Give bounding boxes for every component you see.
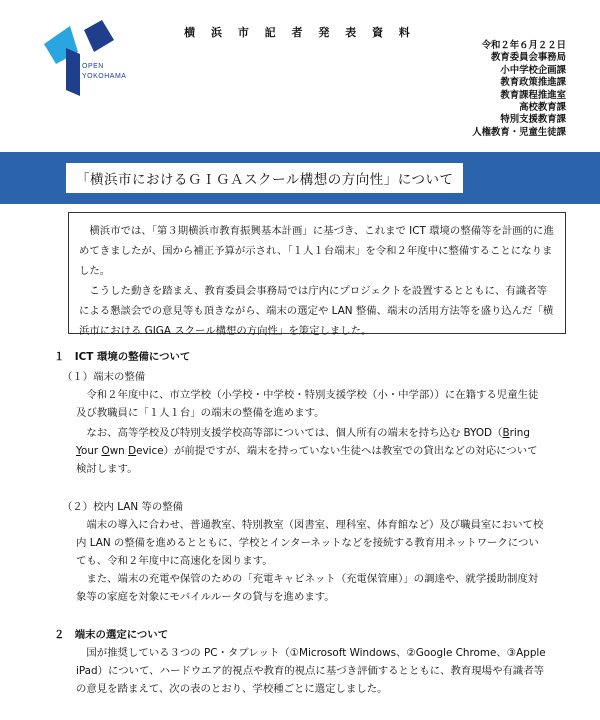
summary-box xyxy=(68,212,566,337)
press-release-title: 横 浜 市 記 者 発 表 資 料 xyxy=(184,26,416,39)
section-1-heading: １ ICT 環境の整備について xyxy=(54,351,191,363)
issuer-info xyxy=(472,40,566,139)
department: 教育課程推進室 xyxy=(500,89,566,101)
logo-text xyxy=(82,62,126,82)
release-date: 令和２年６月２２日 xyxy=(481,40,566,51)
logo-text-line2: YOKOHAMA xyxy=(82,73,127,80)
subsection-2-paragraph-2: また、端末の充電や保管のための「充電キャビネット（充電保管庫）」の調達や、就学援助制度対象等の家庭を対象にモバイルルータの貸与を進めます。 xyxy=(76,573,539,603)
summary-paragraph-1: 横浜市では、「第３期横浜市教育振興基本計画」に基づき、これまで ICT 環境の整備等を計画的に進めてきましたが、国から補正予算が示され、「１人１台端末」を令和２年度中に整備することになりました。 xyxy=(79,225,554,277)
section-2-paragraph-1: 国が推奨している３つの PC・タブレット（①Microsoft Windows、②Google Chrome、③Apple iPad）について、ハードウエア的視点や教育的視点に基づき評価するとともに、教育現場や有識者等の意見を踏まえて、次の表のとおり、学校種ごとに選定しました。 xyxy=(76,647,546,695)
subsection-1-heading: （１）端末の整備 xyxy=(62,371,146,383)
department: 高校教育課 xyxy=(519,102,566,114)
department: 人権教育・児童生徒課 xyxy=(472,126,566,138)
subsection-1-paragraph-1: 令和２年度中に、市立学校（小学校・中学校・特別支援学校（小・中学部））に在籍する児童生徒及び教職員に「１人１台」の端末の整備を進めます。 xyxy=(76,389,539,419)
department: 特別支援教育課 xyxy=(500,114,566,126)
department: 小中学校企画課 xyxy=(500,64,566,76)
subsection-1-paragraph-2: なお、高等学校及び特別支援学校高等部については、個人所有の端末を持ち込む BYOD（Bring Your Own Device）が前提ですが、端末を持っていない生徒へは教室での貸出などの対応について検討します。 xyxy=(76,427,538,475)
section-2-heading: ２ 端末の選定について xyxy=(54,629,169,641)
title-banner xyxy=(0,152,600,204)
department: 教育委員会事務局 xyxy=(490,52,566,64)
subsection-2-paragraph-1: 端末の導入に合わせ、普通教室、特別教室（図書室、理科室、体育館など）及び職員室において校内 LAN の整備を進めるとともに、学校とインターネットなどを接続する教育用ネットワークについても、令和２年度中に高速化を図ります。 xyxy=(76,519,544,567)
summary-paragraph-2: こうした動きを踏まえ、教育委員会事務局では庁内にプロジェクトを設置するとともに、有識者等による懇談会での意見等も頂きながら、端末の選定や LAN 整備、端末の活用方法等を盛り込んだ「横浜市における GIGA スクール構想の方向性」を策定しました。 xyxy=(79,285,554,337)
document-title: 「横浜市におけるＧＩＧＡスクール構想の方向性」について xyxy=(66,163,463,193)
subsection-2-heading: （２）校内 LAN 等の整備 xyxy=(62,501,184,513)
logo-text-line1: OPEN xyxy=(82,63,104,70)
department: 教育政策推進課 xyxy=(500,77,566,89)
